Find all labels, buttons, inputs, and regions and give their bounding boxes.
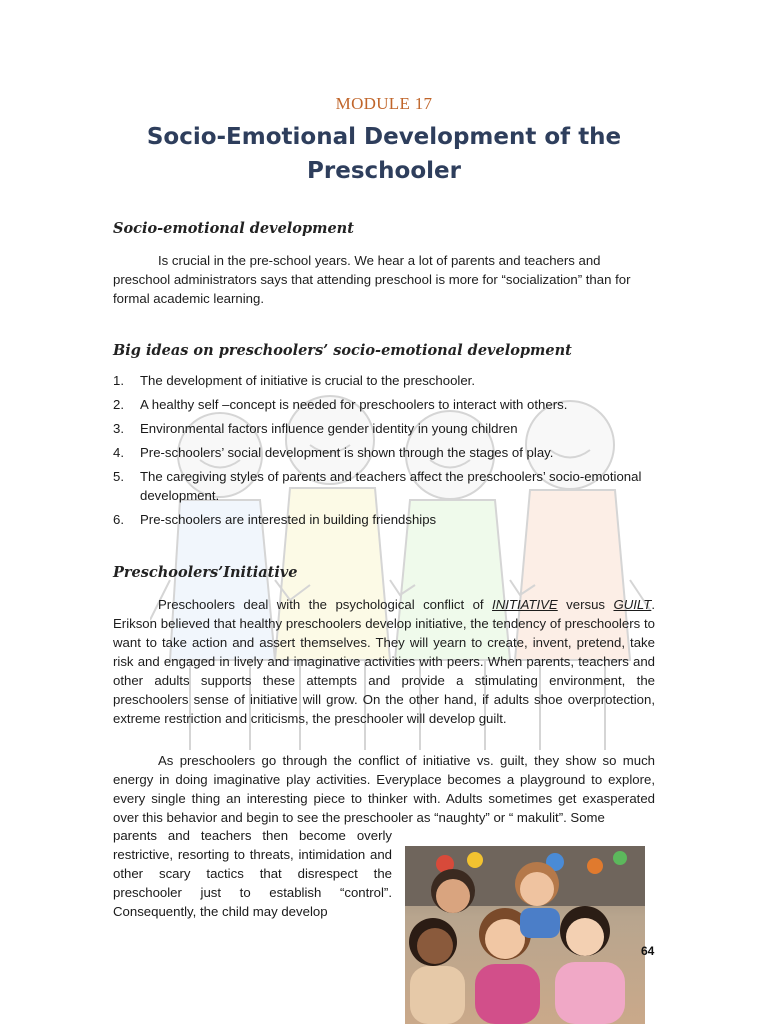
initiative-term: INITIATIVE — [492, 597, 558, 612]
list-item-number: 3. — [113, 421, 124, 436]
p1-text-a: Preschoolers deal with the psychological conflict of — [158, 597, 493, 612]
p1-text-b: versus — [557, 597, 614, 612]
children-photo — [405, 846, 645, 1024]
list-item — [113, 371, 655, 390]
section1-paragraph — [113, 251, 655, 308]
section-heading-initiative: Preschoolers’Initiative — [113, 564, 298, 581]
section-heading-big-ideas: Big ideas on preschoolers’ socio-emotional development — [113, 342, 572, 359]
list-item-text: A healthy self –concept is needed for preschoolers to interact with others. — [140, 397, 568, 412]
list-item-text: Pre-schoolers’ social development is shown through the stages of play. — [140, 445, 554, 460]
list-item — [113, 419, 655, 438]
list-item-number: 4. — [113, 445, 124, 460]
section-heading-socio-emotional: Socio-emotional development — [113, 220, 354, 237]
list-item — [113, 443, 655, 462]
list-item-number: 5. — [113, 469, 124, 484]
page-number: 64 — [641, 944, 655, 958]
p1-text-c: . Erikson believed that healthy preschoolers develop initiative, the tendency of preschoolers to want to take action and assert themselves. They will yearn to create, invent, pretend, take risk and engaged in lively and imaginative activities with peers. When parents, teachers and other adults supports these attempts and provide a stimulating environment, the preschoolers sense of initiative will grow. On the other hand, if adults shoe overprotection, extreme restriction and criticisms, the preschooler will develop guilt. — [113, 597, 656, 726]
guilt-term: GUILT — [613, 597, 652, 612]
list-item — [113, 395, 655, 414]
page-title: Socio-Emotional Development of the Preschooler — [146, 124, 622, 184]
initiative-paragraph-1 — [113, 595, 655, 728]
list-item-number: 1. — [113, 373, 124, 388]
list-item — [113, 510, 655, 529]
list-item-number: 6. — [113, 512, 124, 527]
list-item — [113, 467, 655, 505]
module-label: MODULE 17 — [335, 94, 433, 113]
list-item-text: Pre-schoolers are interested in building friendships — [140, 512, 437, 527]
list-item-text: The development of initiative is crucial to the preschooler. — [140, 373, 475, 388]
children-photo-art — [405, 846, 645, 1024]
p2-text: As preschoolers go through the conflict of initiative vs. guilt, they show so much energy in doing imaginative play activities. Everyplace becomes a playground to explore, every single thing an interesting piece to thinker with. Adults sometimes get exasperated over this behavior and begin to see the preschooler as “naughty” or “ makulit”. Some — [113, 753, 655, 825]
list-item-number: 2. — [113, 397, 124, 412]
list-item-text: The caregiving styles of parents and teachers affect the preschoolers’ socio-emotional development. — [140, 469, 642, 503]
big-ideas-list — [113, 371, 655, 534]
list-item-text: Environmental factors influence gender identity in young children — [140, 421, 518, 436]
section1-body: Is crucial in the pre-school years. We hear a lot of parents and teachers and preschool administrators says that attending preschool is more for “socialization” than for formal academic learning. — [113, 253, 631, 306]
initiative-paragraph-3: parents and teachers then become overly restrictive, resorting to threats, intimidation and other scary tactics that disrespect the preschooler just to establish “control”. Consequently, the child may develop — [113, 828, 392, 919]
initiative-paragraph-2 — [113, 751, 655, 827]
